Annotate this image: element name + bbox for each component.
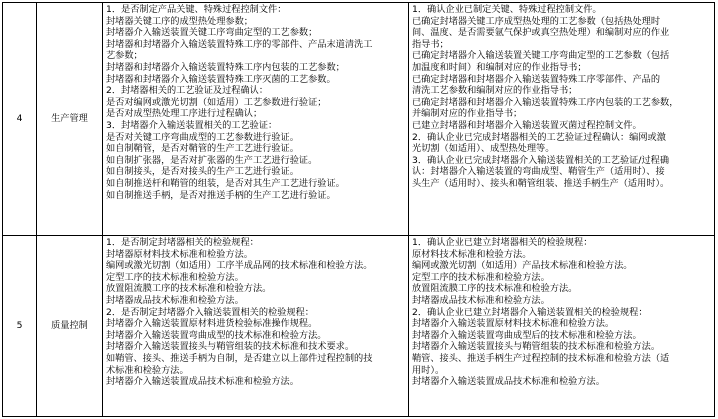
- finding-line: 1．确认企业已建立封堵器相关的检验规程：: [412, 237, 593, 248]
- requirement-line: 封堵器介入输送装置原材料进货检验标准操作规程。: [106, 318, 318, 330]
- requirement-line: 1．是否制定产品关键、特殊过程控制文件：: [106, 4, 287, 15]
- requirement-line: 是否对关键工序弯曲成型的工艺参数进行验证。: [106, 131, 299, 143]
- row-category: 质量控制: [37, 236, 103, 417]
- requirement-line: 封堵器介入输送装置弯曲成型的技术标准和检验方法。: [106, 329, 327, 341]
- finding-line: 已确定封堵器介入输送装置关键工序弯曲定型的工艺参数（包括: [412, 50, 670, 62]
- inspection-findings-cell: [409, 3, 715, 236]
- finding-line: 定型工序的技术标准和检验方法。: [412, 271, 550, 283]
- finding-line: 放置阻流膜工序的技术标准和检验方法。: [412, 283, 578, 295]
- finding-line: 2．确认企业已完成封堵器相关的工艺验证过程确认：编网或激: [412, 131, 666, 143]
- requirement-line: 2．封堵器相关的工艺验证及过程确认：: [106, 85, 269, 97]
- finding-line: 原材料技术标准和检验方法。: [412, 248, 532, 260]
- row-number: 5: [3, 236, 37, 417]
- row-category: 生产管理: [37, 3, 103, 236]
- inspection-table: [2, 2, 715, 417]
- table-row: [3, 3, 715, 236]
- finding-line: 指导书；: [412, 38, 449, 50]
- requirement-line: 封堵器和封堵器介入输送装置特殊工序的零部件、产品末道清洗工: [106, 38, 373, 50]
- finding-line: 认：封堵器介入输送装置的弯曲成型、鞘管生产（适用时）、接: [412, 166, 665, 178]
- requirement-line: 术标准和检验方法。: [106, 364, 189, 376]
- finding-line: 封堵器介入输送装置接头与鞘管组装的技术标准和检验方法。: [412, 341, 661, 353]
- finding-line: 间、温度、是否需要氩气保护或真空热处理）和编制对应的作业: [412, 27, 670, 39]
- finding-line: 封堵器介入输送装置弯曲成型后的技术标准和检验方法。: [412, 329, 642, 341]
- requirement-line: 是否对编网或激光切割（如适用）工艺参数进行验证；: [106, 96, 327, 108]
- requirement-line: 如自制接头，是否对接头的生产工艺进行验证。: [106, 166, 299, 178]
- requirement-line: 定型工序的技术标准和检验方法。: [106, 271, 244, 283]
- finding-line: 已确定封堵器和封堵器介入输送装置特殊工序零部件、产品的: [412, 73, 661, 85]
- requirement-line: 如自制扩张器，是否对扩张器的生产工艺进行验证。: [106, 154, 318, 166]
- row-number: 4: [3, 3, 37, 236]
- requirement-line: 是否对成型热处理工序进行过程确认；: [106, 108, 263, 120]
- requirement-line: 艺参数；: [106, 50, 143, 62]
- finding-line: 2．确认企业已建立封堵器介入输送装置相关的检验规程：: [412, 306, 648, 318]
- inspection-findings-cell: [409, 236, 715, 417]
- finding-line: 头生产（适用时）、接头和鞘管组装、推送手柄生产（适用时）。: [412, 177, 670, 189]
- finding-line: 清洗工艺参数和编制对应的作业指导书；: [412, 85, 578, 97]
- requirement-line: 封堵器成品技术标准和检验方法。: [106, 294, 244, 306]
- requirement-line: 编网或激光切割（如适用）工序半成品网的技术标准和检验方法。: [106, 260, 373, 272]
- table-body: [3, 3, 715, 417]
- requirement-line: 3．封堵器介入输送装置相关的工艺验证：: [106, 119, 278, 131]
- requirement-line: 封堵器原材料技术标准和检验方法。: [106, 248, 253, 260]
- inspection-requirements-cell: [103, 236, 409, 417]
- requirement-line: 放置阻流膜工序的技术标准和检验方法。: [106, 283, 272, 295]
- finding-line: 封堵器成品技术标准和检验方法。: [412, 294, 550, 306]
- finding-line: 已建立封堵器和封堵器介入输送装置灭菌过程控制文件。: [412, 119, 642, 131]
- finding-line: 光切割（如适用）、成型热处理等。: [412, 143, 555, 155]
- finding-line: 3．确认企业已完成封堵器介入输送装置相关的工艺验证/过程确: [412, 154, 670, 166]
- finding-line: 已确定封堵器关键工序成型热处理的工艺参数（包括热处理时: [412, 15, 661, 27]
- requirement-line: 如自制推送杆和鞘管的组装，是否对其生产工艺进行验证。: [106, 177, 345, 189]
- requirement-line: 如自制推送手柄，是否对推送手柄的生产工艺进行验证。: [106, 189, 336, 201]
- requirement-line: 封堵器和封堵器介入输送装置特殊工序内包装的工艺参数；: [106, 61, 345, 73]
- requirement-line: 封堵器介入输送装置接头与鞘管组装的技术标准和技术要求。: [106, 341, 355, 353]
- finding-line: 用时）。: [412, 364, 445, 376]
- requirement-line: 封堵器关键工序的成型热处理参数；: [106, 15, 253, 27]
- finding-line: 已确定封堵器和封堵器介入输送装置特殊工序内包装的工艺参数，: [412, 96, 679, 108]
- inspection-requirements-cell: [103, 3, 409, 236]
- requirement-line: 封堵器和封堵器介入输送装置特殊工序灭菌的工艺参数。: [106, 73, 336, 85]
- finding-line: 编网或激光切割（如适用）产品技术标准和检验方法。: [412, 260, 633, 272]
- requirement-line: 封堵器介入输送装置成品技术标准和检验方法。: [106, 376, 299, 388]
- table-row: [3, 236, 715, 417]
- requirement-line: 如鞘管、接头、推送手柄为自制，是否建立以上部件过程控制的技: [106, 352, 373, 364]
- finding-line: 加温度和时间）和编制对应的作业指导书；: [412, 61, 587, 73]
- requirement-line: 如自制鞘管，是否对鞘管的生产工艺进行验证。: [106, 143, 299, 155]
- finding-line: 1．确认企业已制定关键、特殊过程控制文件。: [412, 4, 602, 15]
- requirement-line: 封堵器介入输送装置关键工序弯曲定型的工艺参数；: [106, 27, 318, 39]
- finding-line: 封堵器介入输送装置成品技术标准和检验方法。: [412, 376, 605, 388]
- requirement-line: 1．是否制定封堵器相关的检验规程：: [106, 237, 259, 248]
- finding-line: 封堵器介入输送装置原材料技术标准和检验方法。: [412, 318, 615, 330]
- finding-line: 并编制对应的作业指导书；: [412, 108, 523, 120]
- finding-line: 鞘管、接头、推送手柄生产过程控制的技术标准和检验方法（适: [412, 352, 670, 364]
- requirement-line: 2．是否制定封堵器介入输送装置相关的检验规程：: [106, 306, 314, 318]
